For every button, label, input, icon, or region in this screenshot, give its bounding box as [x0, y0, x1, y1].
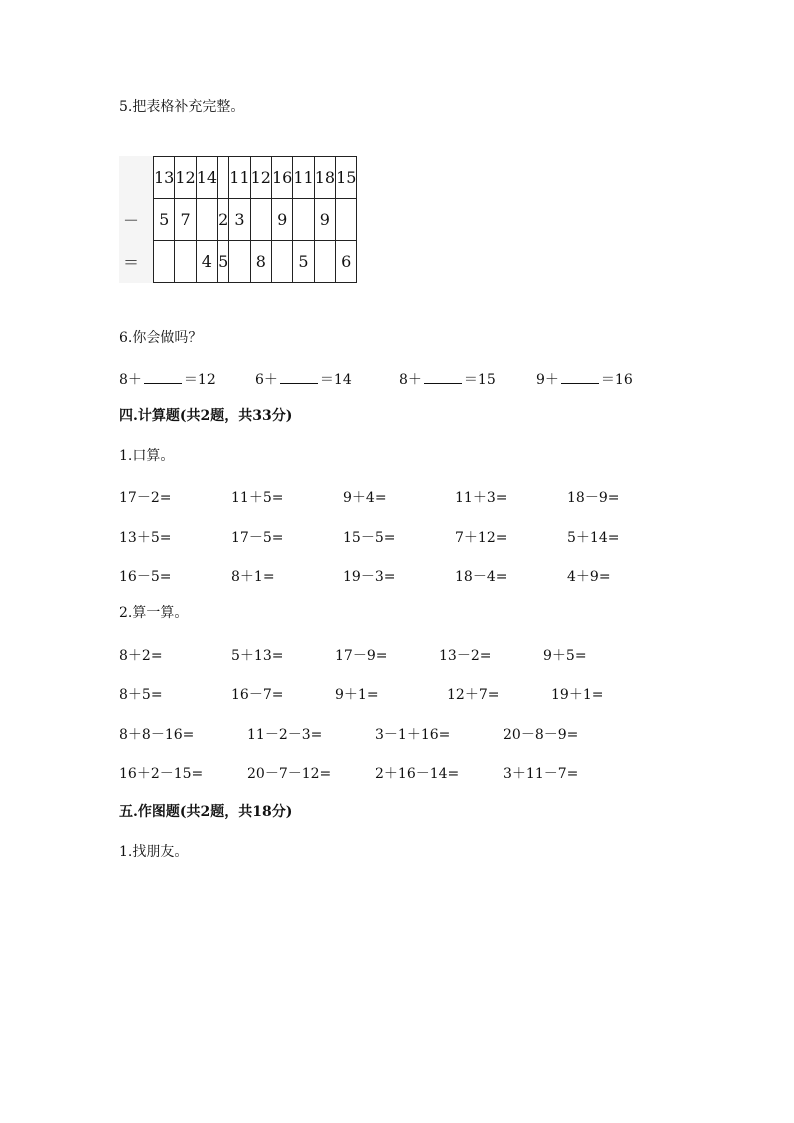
math-problem: 11＋3= [455, 490, 508, 506]
section4-q2-title: 2.算一算。 [119, 605, 189, 621]
table-cell: 15 [336, 157, 357, 199]
answer-blank[interactable] [144, 371, 182, 384]
equation-right: ＝12 [183, 372, 216, 388]
math-problem: 20－8－9= [503, 727, 579, 743]
answer-blank[interactable] [561, 371, 599, 384]
math-problem: 8＋2= [119, 648, 163, 664]
math-problem: 9＋4= [343, 490, 387, 506]
math-problem: 9＋1= [335, 687, 379, 703]
math-problem: 18－9= [567, 490, 620, 506]
fill-blank-equation [119, 369, 216, 389]
table-cell: 7 [175, 199, 196, 241]
math-problem: 7＋12= [455, 530, 508, 546]
table-row [154, 199, 357, 241]
math-problem: 15－5= [343, 530, 396, 546]
math-problem: 18－4= [455, 569, 508, 585]
table-cell: 5 [293, 241, 314, 283]
equation-left: 9＋ [536, 372, 559, 388]
math-problem: 17－5= [231, 530, 284, 546]
math-problem: 3－1＋16= [375, 727, 451, 743]
table-cell[interactable] [229, 241, 250, 283]
fill-blank-equation [536, 369, 633, 389]
table-cell: 4 [196, 241, 217, 283]
equation-right: ＝15 [463, 372, 496, 388]
table-cell: 11 [293, 157, 314, 199]
table-cell: 12 [175, 157, 196, 199]
math-problem: 19＋1= [551, 687, 604, 703]
answer-blank[interactable] [424, 371, 462, 384]
q6-title: 6.你会做吗？ [119, 330, 203, 346]
table-cell: 5 [154, 199, 175, 241]
section4-title: 四.计算题(共2题，共33分) [119, 408, 293, 424]
equation-left: 8＋ [399, 372, 422, 388]
math-problem: 4＋9= [567, 569, 611, 585]
table-cell[interactable] [175, 241, 196, 283]
math-problem: 13＋5= [119, 530, 172, 546]
section4-q1-title: 1.口算。 [119, 448, 175, 464]
table-cell: 14 [196, 157, 217, 199]
table-cell[interactable] [336, 199, 357, 241]
table-row [154, 157, 357, 199]
equation-right: ＝14 [319, 372, 352, 388]
math-problem: 16＋2－15= [119, 766, 204, 782]
math-problem: 9＋5= [543, 648, 587, 664]
q5-title: 5.把表格补充完整。 [119, 99, 245, 115]
answer-blank[interactable] [280, 371, 318, 384]
math-problem: 17－2= [119, 490, 172, 506]
math-problem: 17－9= [335, 648, 388, 664]
equals-sign: ＝ [122, 253, 139, 272]
table-cell[interactable] [314, 241, 335, 283]
table-cell: 9 [314, 199, 335, 241]
math-problem: 16－5= [119, 569, 172, 585]
math-problem: 5＋13= [231, 648, 284, 664]
table-cell: 3 [229, 199, 250, 241]
table-cell[interactable] [154, 241, 175, 283]
table-cell: 11 [229, 157, 250, 199]
math-problem: 19－3= [343, 569, 396, 585]
equation-left: 8＋ [119, 372, 142, 388]
table-cell: 8 [250, 241, 271, 283]
table-cell: 9 [271, 199, 292, 241]
math-problem: 20－7－12= [247, 766, 332, 782]
table-cell[interactable] [196, 199, 217, 241]
section5-title: 五.作图题(共2题，共18分) [119, 804, 293, 820]
table-cell: 6 [336, 241, 357, 283]
math-problem: 5＋14= [567, 530, 620, 546]
number-grid [153, 156, 357, 283]
math-problem: 11＋5= [231, 490, 284, 506]
math-problem: 13－2= [439, 648, 492, 664]
table-cell: 12 [250, 157, 271, 199]
math-problem: 2＋16－14= [375, 766, 460, 782]
fill-blank-equation [399, 369, 496, 389]
fill-blank-equation [255, 369, 352, 389]
equation-right: ＝16 [600, 372, 633, 388]
table-cell[interactable] [218, 157, 229, 199]
table-cell[interactable] [293, 199, 314, 241]
equation-left: 6＋ [255, 372, 278, 388]
table-cell: 18 [314, 157, 335, 199]
math-problem: 8＋1= [231, 569, 275, 585]
section5-q1-title: 1.找朋友。 [119, 844, 189, 860]
table-cell: 2 [218, 199, 229, 241]
math-problem: 12＋7= [447, 687, 500, 703]
math-problem: 8＋8－16= [119, 727, 195, 743]
math-problem: 11－2－3= [247, 727, 323, 743]
math-problem: 16－7= [231, 687, 284, 703]
table-cell[interactable] [250, 199, 271, 241]
table-cell[interactable] [271, 241, 292, 283]
table-row [154, 241, 357, 283]
math-problem: 3＋11－7= [503, 766, 579, 782]
minus-sign: － [122, 211, 139, 230]
table-cell: 13 [154, 157, 175, 199]
math-problem: 8＋5= [119, 687, 163, 703]
table-cell: 16 [271, 157, 292, 199]
table-cell: 5 [218, 241, 229, 283]
